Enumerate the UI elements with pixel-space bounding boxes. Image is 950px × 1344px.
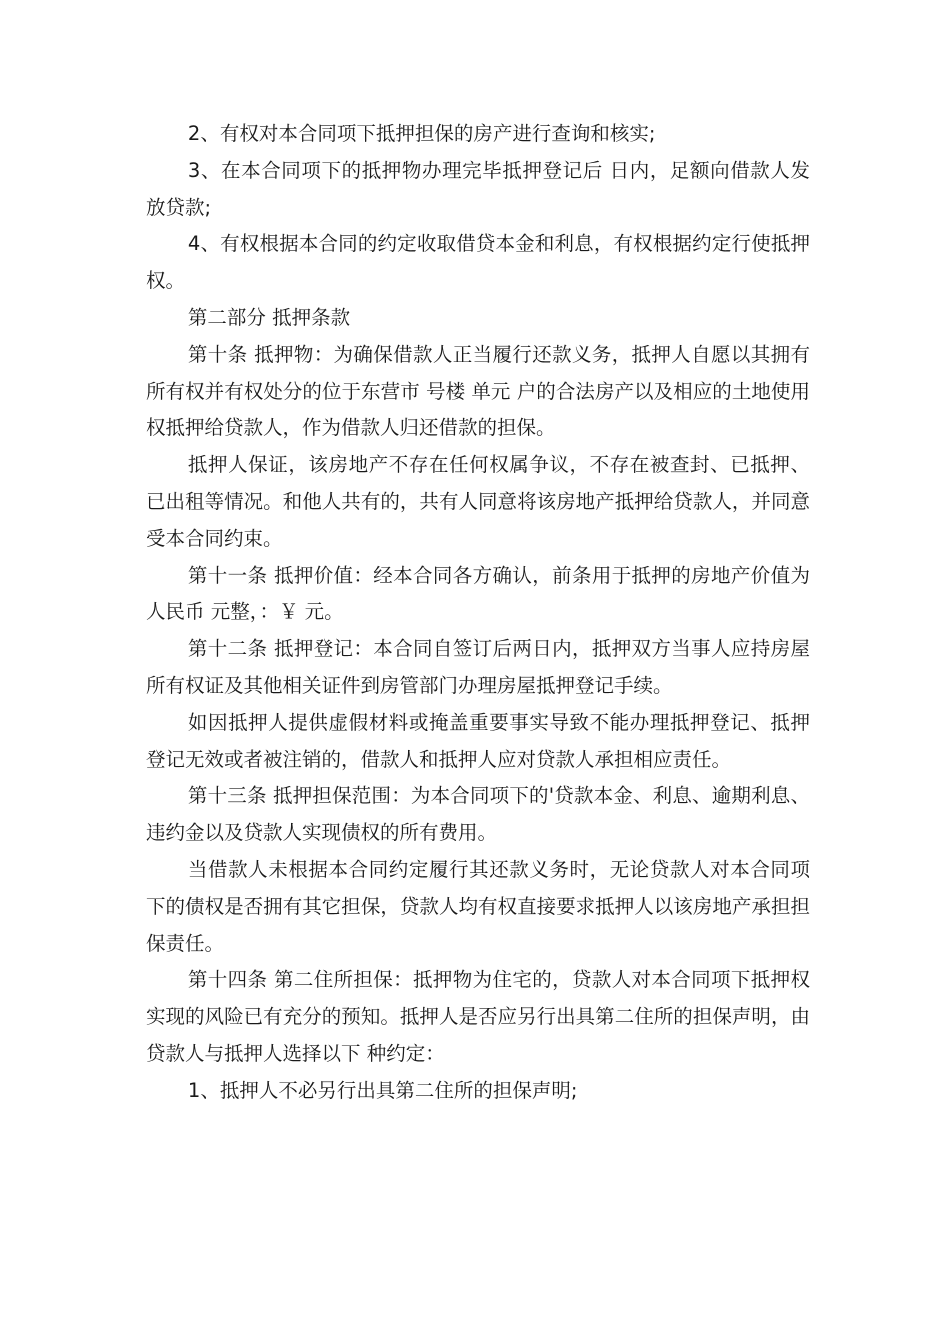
paragraph-article-11: 第十一条 抵押价值：经本合同各方确认，前条用于抵押的房地产价值为人民币 元整，：￥ 元。 [146,563,810,624]
section-heading-part-two: 第二部分 抵押条款 [187,305,351,329]
paragraph-option-1: 1、抵押人不必另行出具第二住所的担保声明; [187,1078,578,1102]
paragraph-registration-liability: 如因抵押人提供虚假材料或掩盖重要事实导致不能办理抵押登记、抵押登记无效或者被注销的，借款人和抵押人应对贷款人承担相应责任。 [146,710,810,771]
document-body [146,116,810,1110]
paragraph-right-3: 3、在本合同项下的抵押物办理完毕抵押登记后 日内，足额向借款人发放贷款; [146,158,810,219]
paragraph-right-4: 4、有权根据本合同的约定收取借贷本金和利息，有权根据约定行使抵押权。 [146,232,810,293]
paragraph-article-10: 第十条 抵押物：为确保借款人正当履行还款义务，抵押人自愿以其拥有所有权并有权处分的位于东营市 号楼 单元 户的合法房产以及相应的土地使用权抵押给贷款人，作为借款人归还借款的担保。 [146,342,810,440]
paragraph-default-remedy: 当借款人未根据本合同约定履行其还款义务时，无论贷款人对本合同项下的债权是否拥有其它担保，贷款人均有权直接要求抵押人以该房地产承担担保责任。 [146,857,810,955]
paragraph-right-2: 2、有权对本合同项下抵押担保的房产进行查询和核实; [187,122,656,145]
paragraph-article-13: 第十三条 抵押担保范围：为本合同项下的'贷款本金、利息、逾期利息、违约金以及贷款人实现债权的所有费用。 [146,784,810,845]
paragraph-mortgagor-guarantee: 抵押人保证，该房地产不存在任何权属争议，不存在被查封、已抵押、已出租等情况。和他人共有的，共有人同意将该房地产抵押给贷款人，并同意受本合同约束。 [146,453,810,550]
paragraph-article-12: 第十二条 抵押登记：本合同自签订后两日内，抵押双方当事人应持房屋所有权证及其他相关证件到房管部门办理房屋抵押登记手续。 [146,637,810,697]
paragraph-article-14: 第十四条 第二住所担保：抵押物为住宅的，贷款人对本合同项下抵押权实现的风险已有充分的预知。抵押人是否应另行出具第二住所的担保声明，由贷款人与抵押人选择以下 种约定： [146,968,810,1065]
